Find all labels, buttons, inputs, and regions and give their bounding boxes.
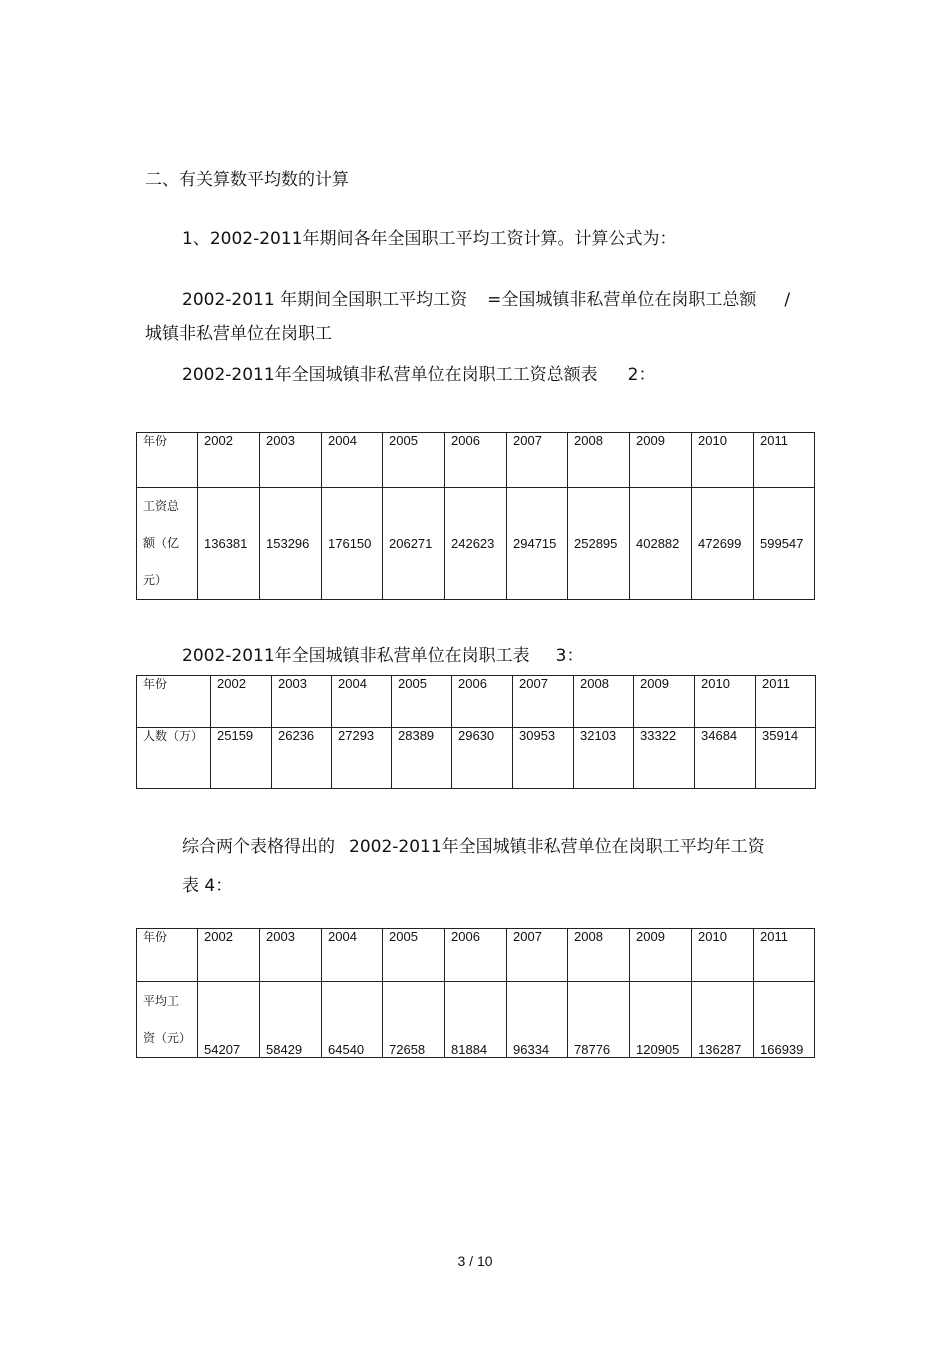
table2-value-cell: 153296 <box>260 488 322 600</box>
table2-value-cell: 599547 <box>754 488 815 600</box>
item-1-text: 1、2002-2011年期间各年全国职工平均工资计算。计算公式为： <box>182 229 677 249</box>
table2-year-cell: 2005 <box>383 433 445 488</box>
table3-year-cell: 2010 <box>695 676 756 728</box>
table2-year-cell: 2006 <box>445 433 507 488</box>
table3-caption-text: 2002-2011年全国城镇非私营单位在岗职工表 <box>182 646 530 666</box>
table4-value-cell: 58429 <box>260 982 322 1058</box>
table4-value-cell: 54207 <box>198 982 260 1058</box>
table2-value-cell: 252895 <box>568 488 630 600</box>
table3-year-cell: 2005 <box>392 676 452 728</box>
table4-row-label-line: 平均工 <box>143 993 180 1008</box>
table3-year-cell: 2011 <box>756 676 816 728</box>
table4-year-cell: 2006 <box>445 929 507 982</box>
table4-value-cell: 120905 <box>630 982 692 1058</box>
table4-caption-line1 <box>182 839 765 856</box>
table3-header-label: 年份 <box>137 676 211 728</box>
formula-slash: / <box>784 290 791 310</box>
table2-value-cell: 242623 <box>445 488 507 600</box>
table2-row-label-line: 工资总 <box>143 499 180 513</box>
table4-value-cell: 78776 <box>568 982 630 1058</box>
table2-value-cell: 136381 <box>198 488 260 600</box>
table4-year-cell: 2002 <box>198 929 260 982</box>
table4-row-label-line: 资（元） <box>143 1030 192 1045</box>
table4-year-cell: 2007 <box>507 929 568 982</box>
table3-year-cell: 2006 <box>452 676 513 728</box>
table2-year-cell: 2009 <box>630 433 692 488</box>
table3-value-cell: 32103 <box>574 728 634 789</box>
table3-value-cell: 33322 <box>634 728 695 789</box>
table2-header-row <box>137 433 815 488</box>
table2-row-label <box>137 488 198 600</box>
table4-value-cell: 72658 <box>383 982 445 1058</box>
table4-caption-lead: 综合两个表格得出的 <box>182 837 335 857</box>
formula-line <box>182 292 790 309</box>
table4-average-wage <box>136 928 815 1058</box>
table2-caption <box>182 367 656 384</box>
table3-value-cell: 30953 <box>513 728 574 789</box>
table2-row-label-line: 元） <box>143 573 168 587</box>
table2-value-cell: 294715 <box>507 488 568 600</box>
table4-year-cell: 2004 <box>322 929 383 982</box>
table4-value-row <box>137 982 815 1058</box>
table3-year-cell: 2003 <box>272 676 332 728</box>
table4-year-cell: 2005 <box>383 929 445 982</box>
table3-year-cell: 2009 <box>634 676 695 728</box>
page-number: 3 / 10 <box>457 1253 493 1269</box>
table4-year-cell: 2008 <box>568 929 630 982</box>
table4-value-cell: 81884 <box>445 982 507 1058</box>
table3-year-cell: 2007 <box>513 676 574 728</box>
table2-year-cell: 2002 <box>198 433 260 488</box>
table3-caption-number: 3： <box>555 646 584 666</box>
table4-caption-line2: 表 4： <box>182 876 233 896</box>
table4-row-label <box>137 982 198 1058</box>
formula-left: 2002-2011 年期间全国职工平均工资 <box>182 290 468 310</box>
table2-year-cell: 2004 <box>322 433 383 488</box>
formula-middle: =全国城镇非私营单位在岗职工总额 <box>487 290 757 310</box>
table3-year-cell: 2004 <box>332 676 392 728</box>
table2-caption-text: 2002-2011年全国城镇非私营单位在岗职工工资总额表 <box>182 365 598 385</box>
table2-value-cell: 176150 <box>322 488 383 600</box>
table2-caption-number: 2： <box>627 365 656 385</box>
table2-year-cell: 2008 <box>568 433 630 488</box>
table3-value-row <box>137 728 816 789</box>
table3-value-cell: 34684 <box>695 728 756 789</box>
table4-header-label: 年份 <box>137 929 198 982</box>
table4-caption-text: 2002-2011年全国城镇非私营单位在岗职工平均年工资 <box>349 837 765 857</box>
table2-row-label-line: 额（亿 <box>143 536 180 550</box>
table2-year-cell: 2007 <box>507 433 568 488</box>
table4-year-cell: 2003 <box>260 929 322 982</box>
table4-value-cell: 166939 <box>754 982 815 1058</box>
table3-value-cell: 35914 <box>756 728 816 789</box>
table3-value-cell: 28389 <box>392 728 452 789</box>
table2-year-cell: 2011 <box>754 433 815 488</box>
table2-year-cell: 2003 <box>260 433 322 488</box>
table2-year-cell: 2010 <box>692 433 754 488</box>
table3-row-label: 人数（万） <box>137 728 211 789</box>
section-heading: 二、有关算数平均数的计算 <box>145 170 349 190</box>
table3-value-cell: 25159 <box>211 728 272 789</box>
table4-year-cell: 2010 <box>692 929 754 982</box>
table4-value-cell: 64540 <box>322 982 383 1058</box>
table4-value-cell: 96334 <box>507 982 568 1058</box>
table3-year-cell: 2002 <box>211 676 272 728</box>
table2-value-cell: 472699 <box>692 488 754 600</box>
table3-header-row <box>137 676 816 728</box>
table3-employees <box>136 675 816 789</box>
table4-year-cell: 2011 <box>754 929 815 982</box>
table2-header-label: 年份 <box>137 433 198 488</box>
table2-value-row <box>137 488 815 600</box>
table2-value-cell: 402882 <box>630 488 692 600</box>
table2-wage-total <box>136 432 815 600</box>
table3-value-cell: 26236 <box>272 728 332 789</box>
table4-header-row <box>137 929 815 982</box>
table2-value-cell: 206271 <box>383 488 445 600</box>
table3-value-cell: 27293 <box>332 728 392 789</box>
formula-continuation: 城镇非私营单位在岗职工 <box>145 324 332 344</box>
table3-caption <box>182 648 584 665</box>
table4-year-cell: 2009 <box>630 929 692 982</box>
table3-value-cell: 29630 <box>452 728 513 789</box>
table4-value-cell: 136287 <box>692 982 754 1058</box>
table3-year-cell: 2008 <box>574 676 634 728</box>
